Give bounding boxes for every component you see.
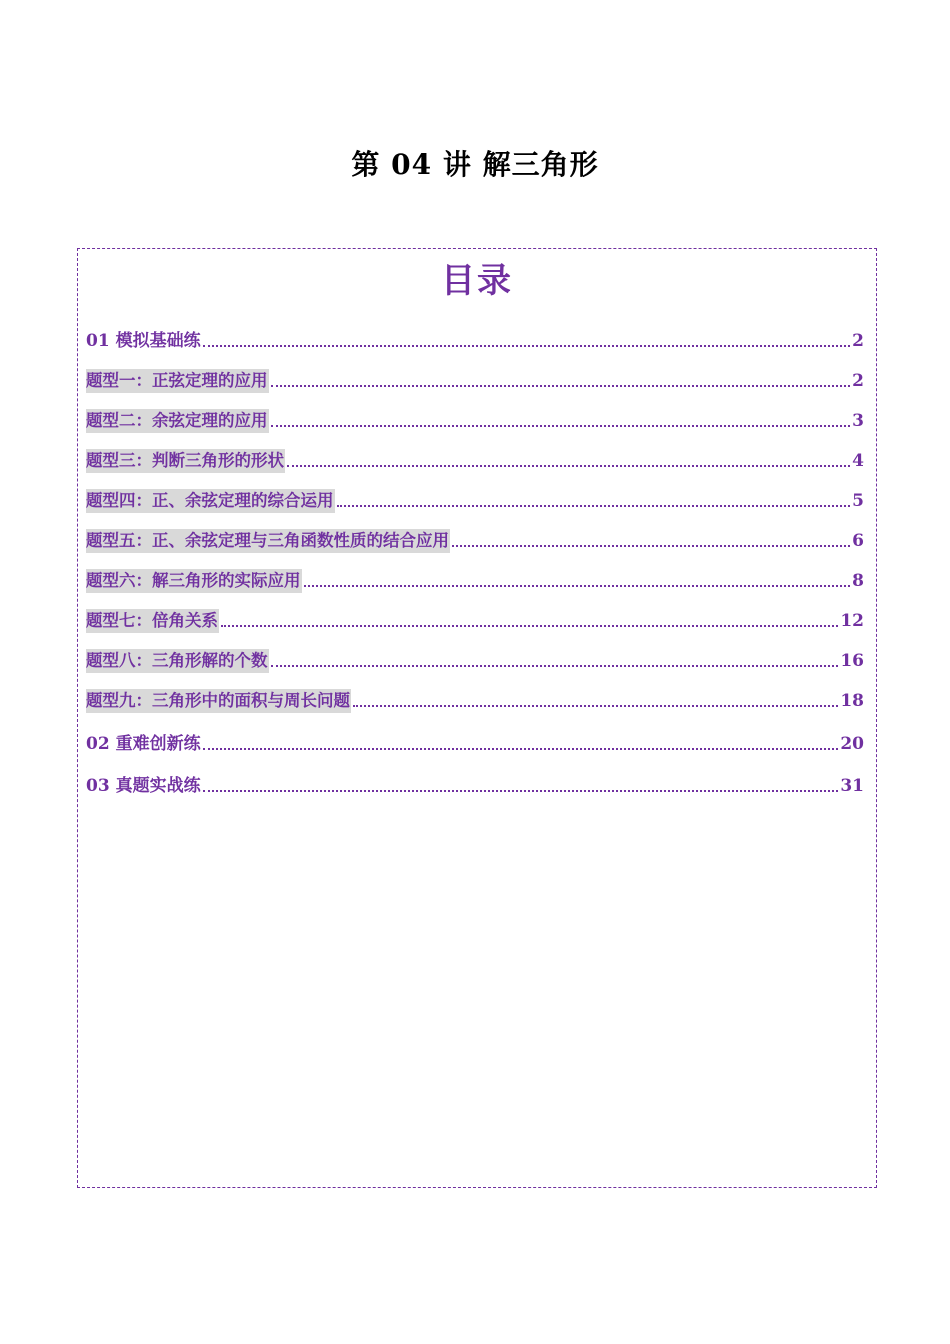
toc-entry-label: 题型四：正、余弦定理的综合运用 xyxy=(86,489,335,513)
dot-leader xyxy=(337,504,851,507)
toc-entry-label: 题型二：余弦定理的应用 xyxy=(86,409,269,433)
toc-entry-advanced-practice[interactable] xyxy=(86,732,864,756)
toc-entry-type-7[interactable] xyxy=(86,609,864,633)
toc-entry-type-5[interactable] xyxy=(86,529,864,553)
dot-leader xyxy=(287,464,850,467)
toc-entry-page: 18 xyxy=(840,691,864,711)
dot-leader xyxy=(221,624,838,627)
dot-leader xyxy=(203,344,851,347)
toc-entry-label: 题型八：三角形解的个数 xyxy=(86,649,269,673)
toc-entry-page: 8 xyxy=(852,571,864,591)
toc-entry-page: 16 xyxy=(840,651,864,671)
toc-entry-label: 01 模拟基础练 xyxy=(86,331,201,351)
dot-leader xyxy=(203,789,839,792)
dot-leader xyxy=(353,704,838,707)
toc-entry-page: 2 xyxy=(852,371,864,391)
toc-entry-page: 2 xyxy=(852,331,864,351)
toc-entry-label: 题型三：判断三角形的形状 xyxy=(86,449,285,473)
toc-entry-label: 03 真题实战练 xyxy=(86,776,201,796)
toc-list xyxy=(86,329,864,798)
table-of-contents xyxy=(77,248,877,1188)
dot-leader xyxy=(452,544,850,547)
toc-entry-basic-practice[interactable] xyxy=(86,329,864,353)
document-title: 第 04 讲 解三角形 xyxy=(351,148,599,181)
toc-entry-label: 题型九：三角形中的面积与周长问题 xyxy=(86,689,351,713)
dot-leader xyxy=(271,664,839,667)
dot-leader xyxy=(271,424,851,427)
toc-entry-type-4[interactable] xyxy=(86,489,864,513)
toc-entry-type-1[interactable] xyxy=(86,369,864,393)
toc-entry-type-2[interactable] xyxy=(86,409,864,433)
toc-entry-page: 31 xyxy=(840,776,864,796)
dot-leader xyxy=(304,584,851,587)
toc-entry-label: 题型五：正、余弦定理与三角函数性质的结合应用 xyxy=(86,529,450,553)
toc-entry-page: 6 xyxy=(852,531,864,551)
toc-entry-real-exam-practice[interactable] xyxy=(86,774,864,798)
toc-entry-page: 5 xyxy=(852,491,864,511)
toc-entry-label: 02 重难创新练 xyxy=(86,734,201,754)
toc-entry-label: 题型六：解三角形的实际应用 xyxy=(86,569,302,593)
dot-leader xyxy=(271,384,851,387)
toc-entry-label: 题型七：倍角关系 xyxy=(86,609,219,633)
toc-entry-type-9[interactable] xyxy=(86,689,864,713)
toc-entry-type-3[interactable] xyxy=(86,449,864,473)
toc-entry-page: 20 xyxy=(840,734,864,754)
toc-entry-label: 题型一：正弦定理的应用 xyxy=(86,369,269,393)
toc-entry-type-8[interactable] xyxy=(86,649,864,673)
toc-entry-page: 4 xyxy=(852,451,864,471)
toc-entry-page: 3 xyxy=(852,411,864,431)
toc-entry-page: 12 xyxy=(840,611,864,631)
toc-heading: 目录 xyxy=(441,261,513,301)
dot-leader xyxy=(203,747,839,750)
toc-entry-type-6[interactable] xyxy=(86,569,864,593)
